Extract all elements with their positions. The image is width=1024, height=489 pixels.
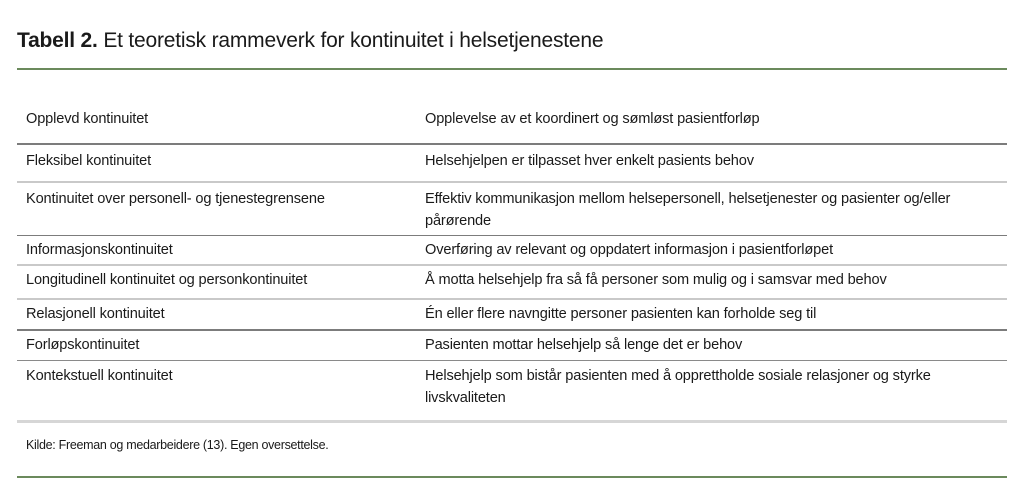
top-divider [17, 68, 1007, 70]
bottom-divider [17, 476, 1007, 478]
description-cell: Helsehjelp som bistår pasienten med å opprettholde sosiale relasjoner og styrke livskvaliteten [425, 368, 931, 406]
table-row [17, 183, 1007, 235]
table-source-note: Kilde: Freeman og medarbeidere (13). Egen oversettelse. [26, 438, 329, 452]
table-row [17, 361, 1007, 420]
term-cell: Longitudinell kontinuitet og personkontinuitet [26, 272, 308, 288]
row-divider [17, 420, 1007, 423]
table-row [17, 108, 1007, 143]
description-cell: Å motta helsehjelp fra så få personer som mulig og i samsvar med behov [425, 272, 887, 288]
term-cell: Informasjonskontinuitet [26, 242, 173, 258]
table-row [17, 300, 1007, 329]
table-title: Et teoretisk rammeverk for kontinuitet i helsetjenestene [103, 29, 604, 52]
term-cell: Kontekstuell kontinuitet [26, 368, 173, 384]
table-row [17, 145, 1007, 181]
table-caption [17, 27, 603, 55]
description-cell: Pasienten mottar helsehjelp så lenge det er behov [425, 336, 743, 353]
continuity-table [17, 108, 1007, 423]
term-cell: Opplevd kontinuitet [26, 111, 149, 127]
term-cell: Fleksibel kontinuitet [26, 152, 152, 169]
description-cell: Overføring av relevant og oppdatert informasjon i pasientforløpet [425, 242, 834, 258]
table-row [17, 331, 1007, 360]
table-label: Tabell 2. [17, 29, 98, 52]
description-cell: Helsehjelpen er tilpasset hver enkelt pasients behov [425, 152, 754, 169]
description-cell: Opplevelse av et koordinert og sømløst pasientforløp [425, 111, 760, 127]
table-row [17, 236, 1007, 264]
term-cell: Relasjonell kontinuitet [26, 306, 165, 322]
term-cell: Kontinuitet over personell- og tjenestegrensene [26, 190, 325, 207]
table-row [17, 266, 1007, 298]
description-cell: Effektiv kommunikasjon mellom helsepersonell, helsetjenester og pasienter og/eller pårørende [425, 190, 951, 229]
description-cell: Én eller flere navngitte personer pasienten kan forholde seg til [425, 306, 817, 322]
term-cell: Forløpskontinuitet [26, 336, 140, 353]
